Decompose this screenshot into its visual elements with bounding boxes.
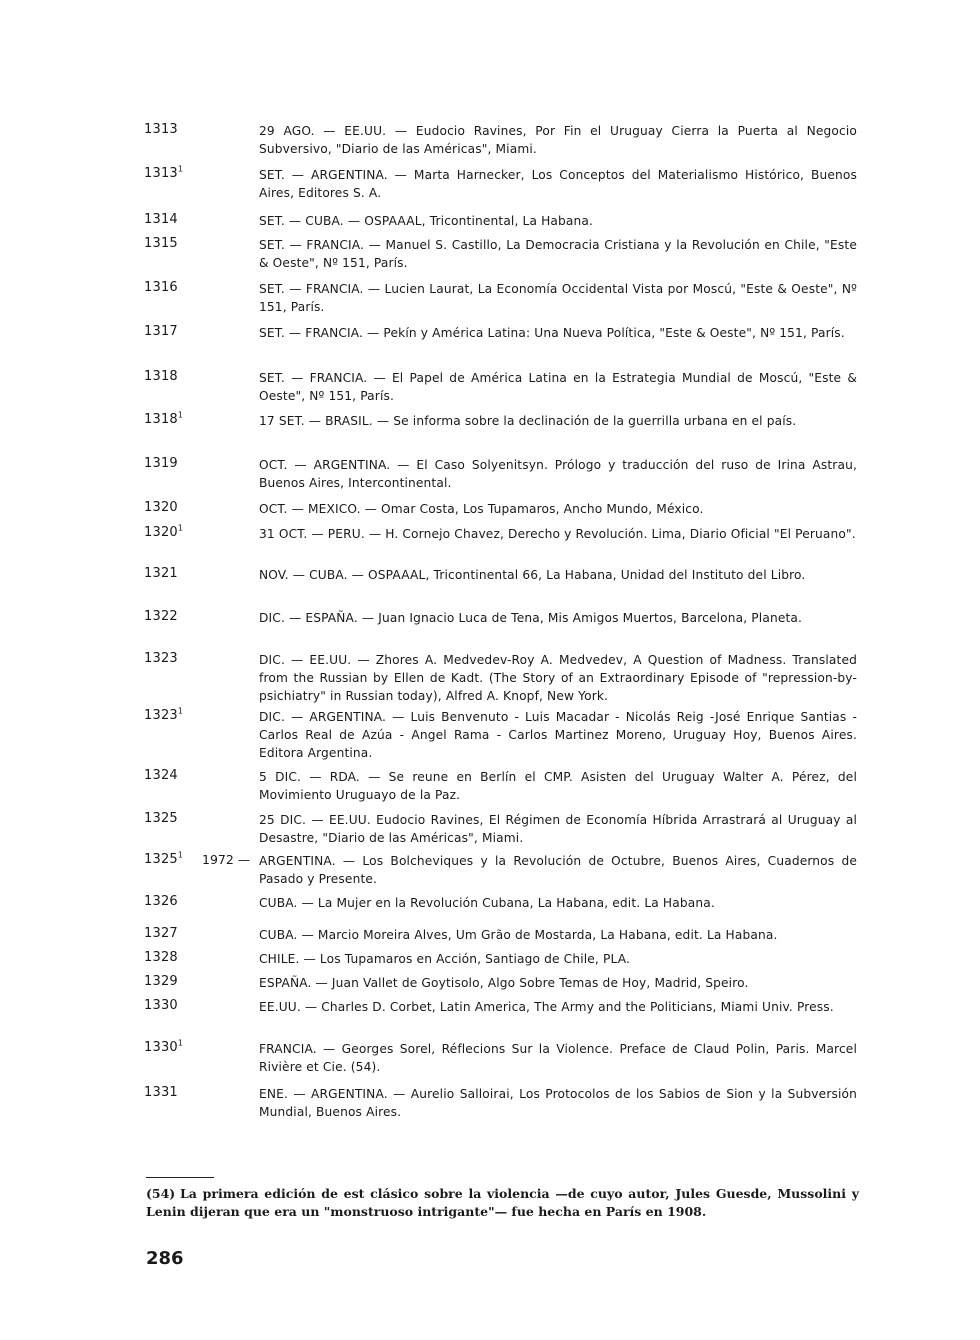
entry-text: SET. — FRANCIA. — Manuel S. Castillo, La Democracia Cristiana y la Revolución en Chile, "Este & Oeste", Nº 151, París. [259,238,857,270]
entry-number-text: 1324 [144,768,178,783]
entry-text: 17 SET. — BRASIL. — Se informa sobre la declinación de la guerrilla urbana en el país. [259,414,797,428]
entry-number-superscript: 1 [177,164,184,174]
entry-number-text: 1325 [144,852,178,867]
entry-text: SET. — FRANCIA. — El Papel de América Latina en la Estrategia Mundial de Moscú, "Este & Oeste", Nº 151, París. [259,371,857,403]
entry-number-text: 1319 [144,456,178,471]
entry-number [144,122,178,137]
entry-text: EE.UU. — Charles D. Corbet, Latin America, The Army and the Politicians, Miami Univ. Press. [259,1000,834,1014]
footnote-text: La primera edición de est clásico sobre la violencia —de cuyo autor, Jules Guesde, Mussolini y Lenin dijeran que era un "monstruoso intrigante"— fue hecha en París en 1908. [146,1186,859,1219]
entry-text: CUBA. — La Mujer en la Revolución Cubana, La Habana, edit. La Habana. [259,896,715,910]
entry-number [144,324,178,339]
entry-number [144,236,178,251]
entry-number-superscript: 1 [177,523,184,533]
entry-text: SET. — FRANCIA. — Lucien Laurat, La Economía Occidental Vista por Moscú, "Este & Oeste", Nº 151, París. [259,282,857,314]
entry-number-text: 1315 [144,236,178,251]
footnote [146,1185,859,1221]
entry-text: ENE. — ARGENTINA. — Aurelio Salloirai, Los Protocolos de los Sabios de Sion y la Subversión Mundial, Buenos Aires. [259,1087,857,1119]
entry-text: 25 DIC. — EE.UU. Eudocio Ravines, El Régimen de Economía Híbrida Arrastrará al Uruguay al Desastre, "Diario de las Américas", Miami. [259,813,857,845]
entry-text: 29 AGO. — EE.UU. — Eudocio Ravines, Por Fin el Uruguay Cierra la Puerta al Negocio Subversivo, "Diario de las Américas", Miami. [259,124,857,156]
entry-number [144,651,178,666]
entry-number-text: 1330 [144,998,178,1013]
entry-text: OCT. — MEXICO. — Omar Costa, Los Tupamaros, Ancho Mundo, México. [259,502,704,516]
entry-number-text: 1321 [144,566,178,581]
entry-text: DIC. — ARGENTINA. — Luis Benvenuto - Luis Macadar - Nicolás Reig -José Enrique Santias - Carlos Real de Azúa - Angel Rama - Carlos Martinez Moreno, Uruguay Hoy, Buenos Aires. Editora Argentina. [259,710,857,760]
entry-number-text: 1326 [144,894,178,909]
entry-number [144,609,178,624]
entry-text: DIC. — ESPAÑA. — Juan Ignacio Luca de Tena, Mis Amigos Muertos, Barcelona, Planeta. [259,611,803,625]
entry-number-text: 1322 [144,609,178,624]
entry-number-text: 1328 [144,950,178,965]
entry-number-text: 1323 [144,708,178,723]
entry-text: 31 OCT. — PERU. — H. Cornejo Chavez, Derecho y Revolución. Lima, Diario Oficial "El Peruano". [259,527,856,541]
entry-number [144,768,178,783]
entry-number [144,456,178,471]
entry-text: DIC. — EE.UU. — Zhores A. Medvedev-Roy A. Medvedev, A Question of Madness. Translated from the Russian by Ellen de Kadt. (The Story of an Extraordinary Episode of "repression-by-psichiatry" in Russian today), Alfred A. Knopf, New York. [259,653,857,703]
entry-text: SET. — ARGENTINA. — Marta Harnecker, Los Conceptos del Materialismo Histórico, Buenos Aires, Editores S. A. [259,168,857,200]
entry-number [144,525,183,540]
entry-number [144,974,178,989]
entry-number-superscript: 1 [177,706,184,716]
entry-text: ESPAÑA. — Juan Vallet de Goytisolo, Algo Sobre Temas de Hoy, Madrid, Speiro. [259,976,749,990]
entry-number-text: 1325 [144,811,178,826]
page-number: 286 [146,1248,184,1269]
entry-text: CUBA. — Marcio Moreira Alves, Um Grão de Mostarda, La Habana, edit. La Habana. [259,928,778,942]
entry-number [144,1085,178,1100]
entry-number [144,926,178,941]
entry-number [144,412,183,427]
entry-number-text: 1318 [144,412,178,427]
footnote-rule [146,1177,214,1178]
entry-number [144,998,178,1013]
entry-number-text: 1327 [144,926,178,941]
entry-number [144,166,183,181]
entry-number-text: 1320 [144,525,178,540]
entry-text: SET. — CUBA. — OSPAAAL, Tricontinental, La Habana. [259,214,594,228]
entry-number-text: 1329 [144,974,178,989]
entry-text: OCT. — ARGENTINA. — El Caso Solyenitsyn. Prólogo y traducción del ruso de Irina Astrau, Buenos Aires, Intercontinental. [259,458,857,490]
entry-number-text: 1317 [144,324,178,339]
entry-number-text: 1323 [144,651,178,666]
entry-number [144,811,178,826]
entry-number [144,369,178,384]
entry-number-text: 1318 [144,369,178,384]
entry-number-text: 1314 [144,212,178,227]
entry-number [144,950,178,965]
entry-number-text: 1330 [144,1040,178,1055]
entry-text: NOV. — CUBA. — OSPAAAL, Tricontinental 66, La Habana, Unidad del Instituto del Libro. [259,568,806,582]
entry-text: 5 DIC. — RDA. — Se reune en Berlín el CMP. Asisten del Uruguay Walter A. Pérez, del Movimiento Uruguayo de la Paz. [259,770,857,802]
entry-number [144,280,178,295]
entry-text: ARGENTINA. — Los Bolcheviques y la Revolución de Octubre, Buenos Aires, Cuadernos de Pasado y Presente. [259,854,857,886]
entry-text: SET. — FRANCIA. — Pekín y América Latina: Una Nueva Política, "Este & Oeste", Nº 151, París. [259,326,845,340]
entry-year: 1972 — [202,852,251,867]
entry-number-text: 1320 [144,500,178,515]
entry-number [144,894,178,909]
entry-number-text: 1331 [144,1085,178,1100]
entry-number [144,1040,183,1055]
entry-text: FRANCIA. — Georges Sorel, Réflecions Sur la Violence. Preface de Claud Polin, Paris. Marcel Rivière et Cie. (54). [259,1042,857,1074]
entry-number [144,852,183,867]
entry-number-text: 1313 [144,166,178,181]
footnote-mark: (54) [146,1186,176,1201]
entry-number [144,708,183,723]
entry-number-superscript: 1 [177,850,184,860]
entry-number [144,212,178,227]
entry-number-text: 1316 [144,280,178,295]
entry-number [144,500,178,515]
entry-number-superscript: 1 [177,410,184,420]
entry-text: CHILE. — Los Tupamaros en Acción, Santiago de Chile, PLA. [259,952,631,966]
entry-number [144,566,178,581]
entry-number-text: 1313 [144,122,178,137]
entry-number-superscript: 1 [177,1038,184,1048]
